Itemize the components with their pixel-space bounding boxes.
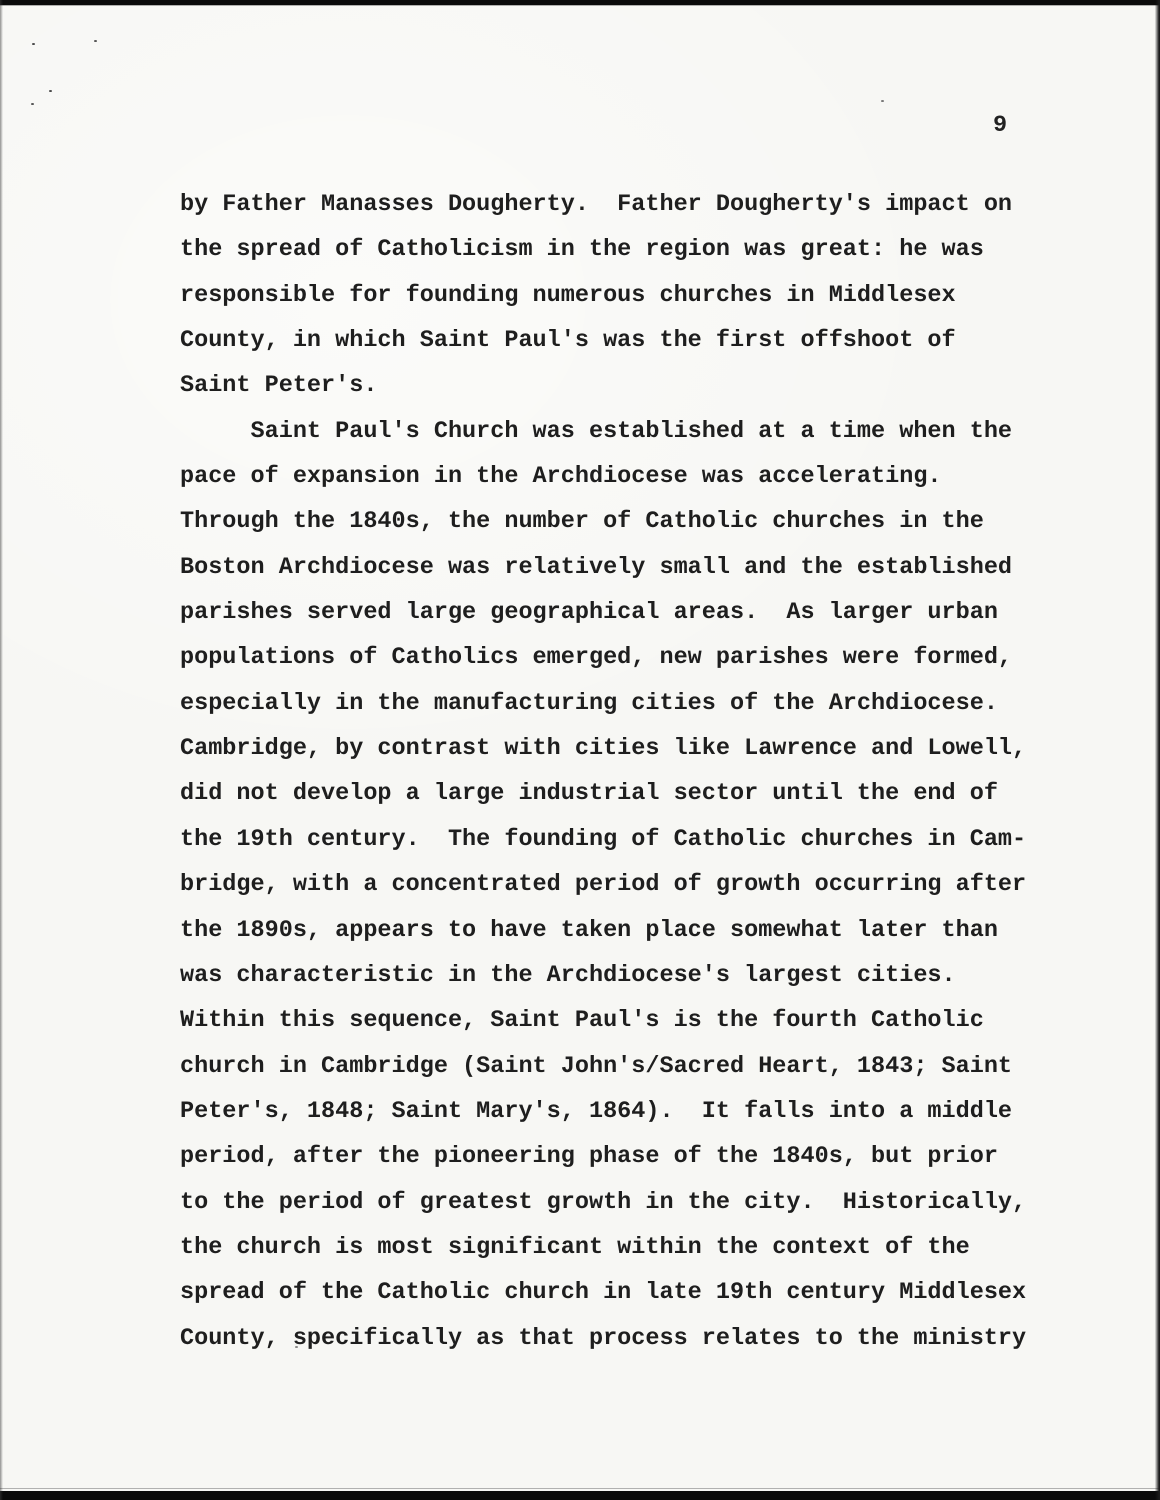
scan-edge-left bbox=[0, 0, 3, 1500]
scan-edge-right bbox=[1155, 0, 1160, 1500]
text-line: Cambridge, by contrast with cities like Lawrence and Lowell, bbox=[180, 735, 1027, 763]
text-line: parishes served large geographical areas. As larger urban bbox=[180, 599, 998, 627]
text-line: spread of the Catholic church in late 19th century Middlesex bbox=[180, 1279, 1027, 1307]
text-line: period, after the pioneering phase of the 1840s, but prior bbox=[180, 1143, 998, 1171]
text-line: Peter's, 1848; Saint Mary's, 1864). It falls into a middle bbox=[180, 1097, 1013, 1125]
text-line: to the period of greatest growth in the city. Historically, bbox=[180, 1188, 1027, 1216]
text-line: Through the 1840s, the number of Catholic churches in the bbox=[180, 508, 984, 536]
text-line: by Father Manasses Dougherty. Father Dougherty's impact on bbox=[180, 191, 1013, 218]
scan-edge-bottom bbox=[0, 1486, 1160, 1500]
text-line: County, specifically as that process relates to the ministry bbox=[180, 1324, 1027, 1352]
text-line: the spread of Catholicism in the region was great: he was bbox=[180, 236, 984, 264]
typed-text-block bbox=[180, 182, 1040, 1361]
text-line: populations of Catholics emerged, new parishes were formed, bbox=[180, 644, 1013, 672]
text-line: did not develop a large industrial sector until the end of bbox=[180, 780, 998, 808]
text-line: especially in the manufacturing cities of the Archdiocese. bbox=[180, 689, 998, 717]
text-line: was characteristic in the Archdiocese's largest cities. bbox=[180, 961, 956, 989]
text-line: the 19th century. The founding of Catholic churches in Cam- bbox=[180, 825, 1027, 853]
text-line: bridge, with a concentrated period of growth occurring after bbox=[180, 871, 1027, 899]
text-line: Boston Archdiocese was relatively small and the established bbox=[180, 553, 1013, 581]
text-line: County, in which Saint Paul's was the first offshoot of bbox=[180, 327, 956, 355]
text-line: responsible for founding numerous churches in Middlesex bbox=[180, 281, 956, 309]
scan-dust-specks bbox=[32, 43, 35, 45]
scan-edge-top bbox=[0, 0, 1160, 6]
text-line: the 1890s, appears to have taken place somewhat later than bbox=[180, 916, 998, 944]
text-line: Saint Paul's Church was established at a time when the bbox=[180, 417, 1013, 445]
text-line: pace of expansion in the Archdiocese was accelerating. bbox=[180, 463, 942, 491]
text-line: church in Cambridge (Saint John's/Sacred Heart, 1843; Saint bbox=[180, 1052, 1013, 1080]
text-line: the church is most significant within the context of the bbox=[180, 1233, 970, 1261]
page-number: 9 bbox=[993, 112, 1008, 139]
text-line: Saint Peter's. bbox=[180, 372, 378, 400]
text-line: Within this sequence, Saint Paul's is the fourth Catholic bbox=[180, 1007, 984, 1035]
